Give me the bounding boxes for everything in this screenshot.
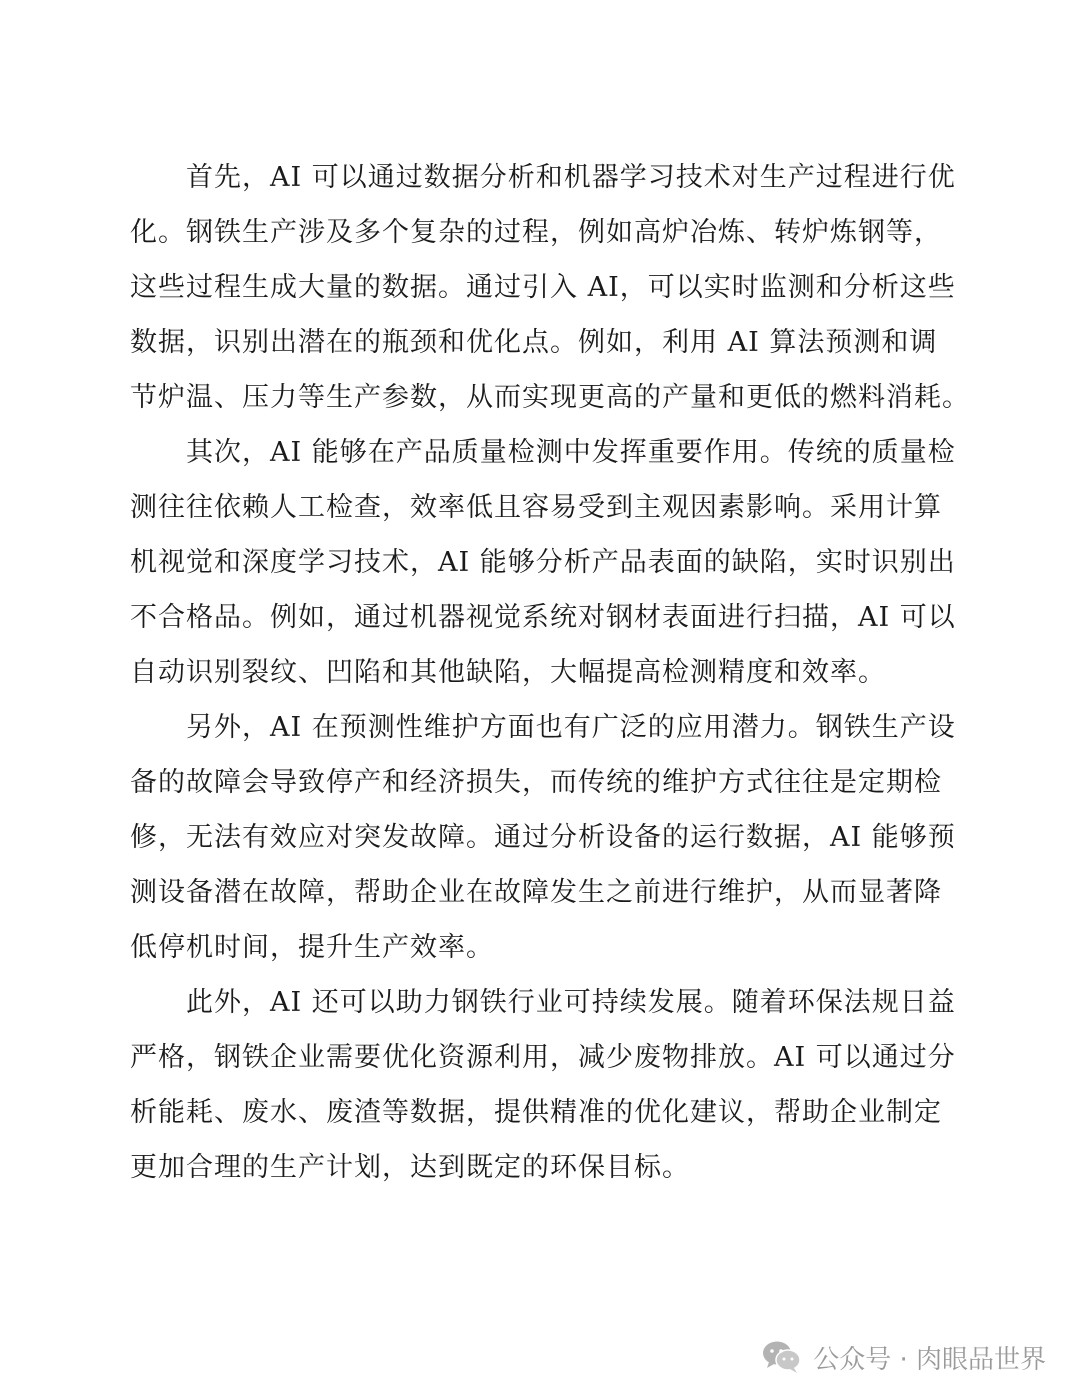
text-line: 这些过程生成大量的数据。通过引入 AI，可以实时监测和分析这些	[130, 272, 956, 303]
text-line: 其次，AI 能够在产品质量检测中发挥重要作用。传统的质量检	[186, 437, 956, 468]
watermark	[761, 1333, 1046, 1381]
wechat-icon	[761, 1339, 803, 1375]
paragraph	[130, 425, 956, 700]
text-line: 数据，识别出潜在的瓶颈和优化点。例如，利用 AI 算法预测和调	[130, 327, 938, 358]
paragraph	[130, 150, 970, 425]
text-line: 首先，AI 可以通过数据分析和机器学习技术对生产过程进行优	[186, 162, 956, 193]
text-line: 化。钢铁生产涉及多个复杂的过程，例如高炉冶炼、转炉炼钢等，	[130, 217, 942, 248]
paragraph	[130, 975, 956, 1195]
text-line: 修，无法有效应对突发故障。通过分析设备的运行数据，AI 能够预	[130, 822, 956, 853]
document-body	[130, 150, 970, 1195]
text-line: 机视觉和深度学习技术，AI 能够分析产品表面的缺陷，实时识别出	[130, 547, 956, 578]
text-line: 此外，AI 还可以助力钢铁行业可持续发展。随着环保法规日益	[186, 987, 956, 1018]
text-line: 析能耗、废水、废渣等数据，提供精准的优化建议，帮助企业制定	[130, 1097, 942, 1128]
text-line: 自动识别裂纹、凹陷和其他缺陷，大幅提高检测精度和效率。	[130, 657, 886, 688]
text-line: 节炉温、压力等生产参数，从而实现更高的产量和更低的燃料消耗。	[130, 382, 970, 413]
text-line: 测往往依赖人工检查，效率低且容易受到主观因素影响。采用计算	[130, 492, 942, 523]
text-line: 另外，AI 在预测性维护方面也有广泛的应用潜力。钢铁生产设	[186, 712, 956, 743]
text-line: 备的故障会导致停产和经济损失，而传统的维护方式往往是定期检	[130, 767, 942, 798]
text-line: 测设备潜在故障，帮助企业在故障发生之前进行维护，从而显著降	[130, 877, 942, 908]
watermark-text: 公众号 · 肉眼品世界	[813, 1344, 1046, 1375]
text-line: 低停机时间，提升生产效率。	[130, 932, 494, 963]
text-line: 严格，钢铁企业需要优化资源利用，减少废物排放。AI 可以通过分	[130, 1042, 956, 1073]
text-line: 不合格品。例如，通过机器视觉系统对钢材表面进行扫描，AI 可以	[130, 602, 956, 633]
text-line: 更加合理的生产计划，达到既定的环保目标。	[130, 1152, 690, 1183]
paragraph	[130, 700, 956, 975]
